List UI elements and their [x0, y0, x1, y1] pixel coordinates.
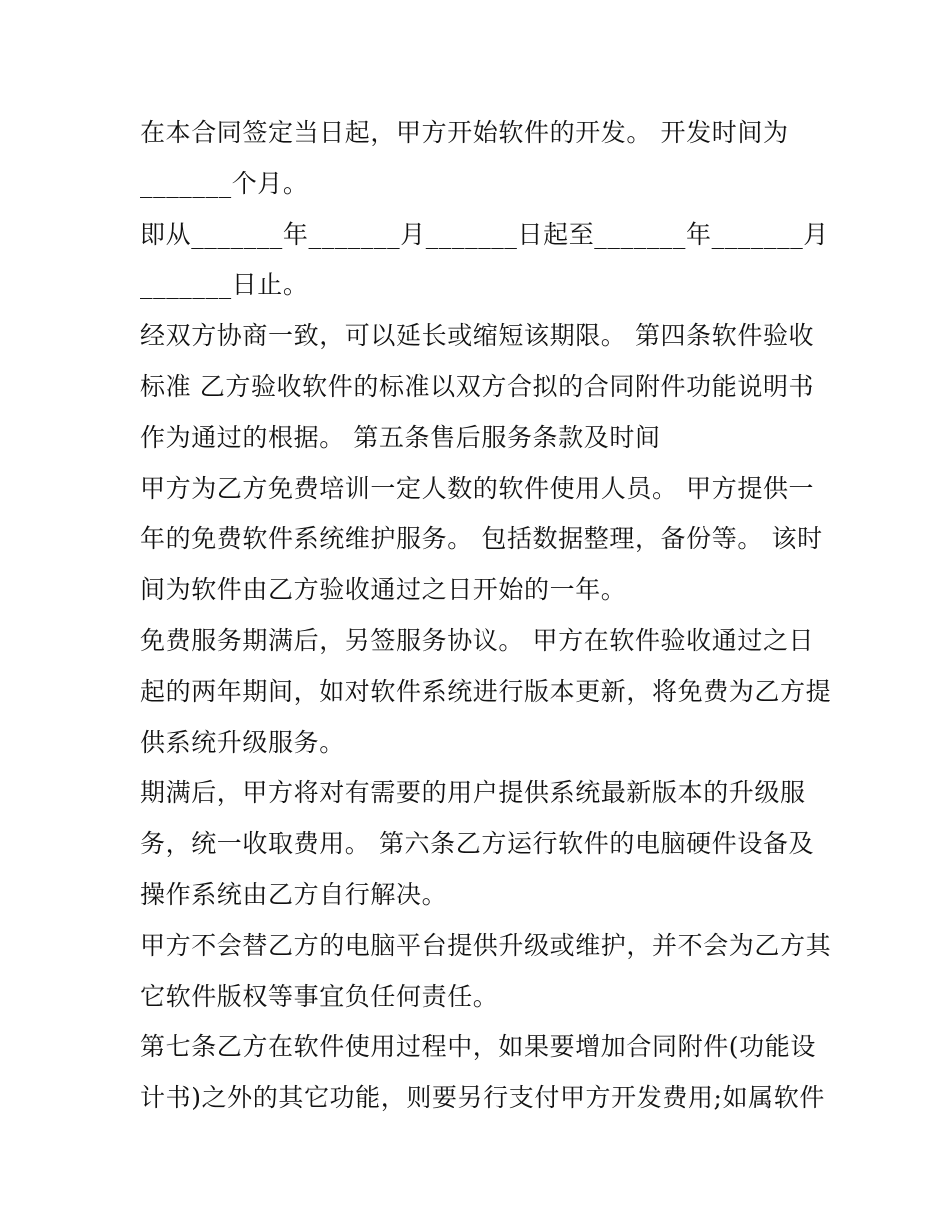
text-line: _______日止。: [140, 270, 309, 300]
text-line: 第七条乙方在软件使用过程中，如果要增加合同附件(功能设: [140, 1032, 816, 1062]
text-line: 年的免费软件系统维护服务。 包括数据整理，备份等。 该时: [140, 524, 823, 554]
text-line: 即从_______年_______月_______日起至_______年_______月: [140, 219, 829, 249]
text-line: 操作系统由乙方自行解决。: [140, 879, 448, 909]
text-line: 它软件版权等事宜负任何责任。: [140, 981, 499, 1011]
text-line: 供系统升级服务。: [140, 727, 345, 757]
text-line: 标准 乙方验收软件的标准以双方合拟的合同附件功能说明书: [140, 371, 815, 401]
text-line: _______个月。: [140, 168, 309, 198]
text-line: 务，统一收取费用。 第六条乙方运行软件的电脑硬件设备及: [140, 829, 815, 859]
text-line: 期满后，甲方将对有需要的用户提供系统最新版本的升级服: [140, 778, 806, 808]
text-line: 在本合同签定当日起，甲方开始软件的开发。 开发时间为: [140, 118, 789, 147]
text-line: 甲方不会替乙方的电脑平台提供升级或维护，并不会为乙方其: [140, 930, 832, 960]
document-body: [140, 108, 832, 1124]
text-line: 间为软件由乙方验收通过之日开始的一年。: [140, 575, 627, 605]
text-line: 计书)之外的其它功能，则要另行支付甲方开发费用;如属软件: [140, 1083, 825, 1113]
text-line: 作为通过的根据。 第五条售后服务条款及时间: [140, 422, 661, 452]
text-line: 起的两年期间，如对软件系统进行版本更新，将免费为乙方提: [140, 676, 832, 706]
text-line: 免费服务期满后，另签服务协议。 甲方在软件验收通过之日: [140, 625, 815, 655]
text-line: 经双方协商一致，可以延长或缩短该期限。 第四条软件验收: [140, 321, 815, 351]
text-line: 甲方为乙方免费培训一定人数的软件使用人员。 甲方提供一: [140, 473, 815, 503]
